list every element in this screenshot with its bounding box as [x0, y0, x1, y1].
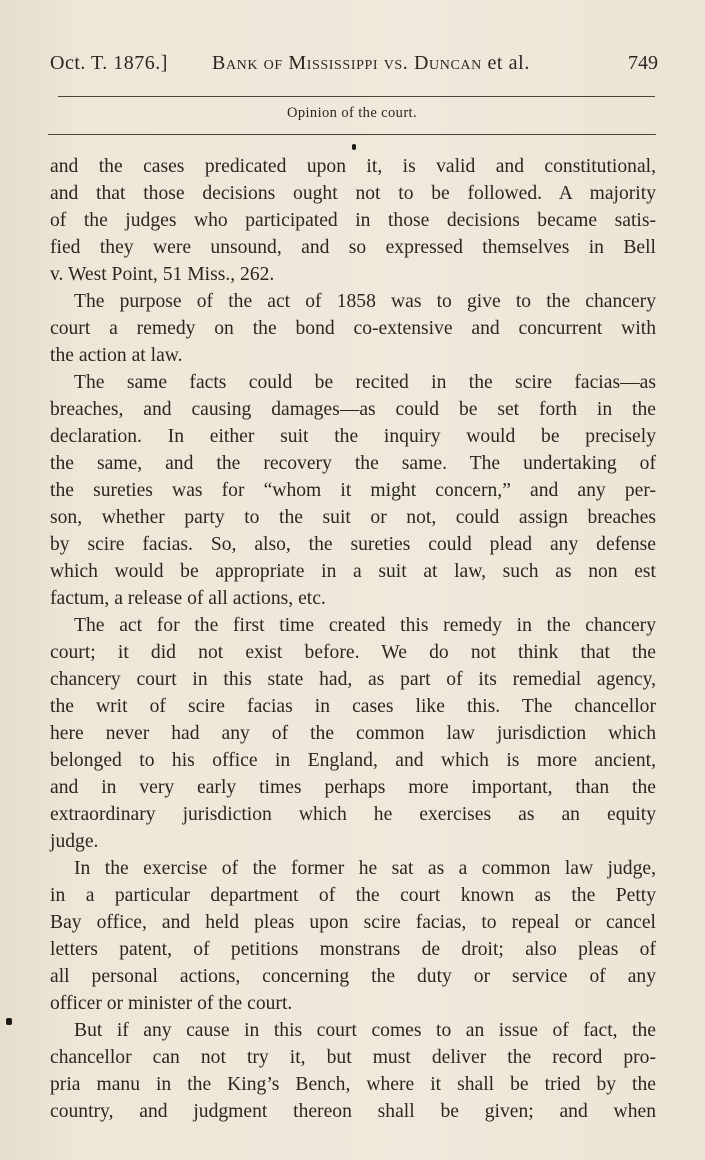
text-line: pria manu in the King’s Bench, where it shall be tried by the	[50, 1074, 656, 1095]
text-line: declaration. In either suit the inquiry would be precisely	[50, 426, 656, 447]
text-line: breaches, and causing damages—as could be set forth in the	[50, 399, 656, 420]
text-line: by scire facias. So, also, the sureties could plead any defense	[50, 534, 656, 555]
margin-mark	[6, 1018, 12, 1025]
text-line: and that those decisions ought not to be followed. A majority	[50, 183, 656, 204]
text-line: here never had any of the common law jurisdiction which	[50, 723, 656, 744]
text-line: In the exercise of the former he sat as a common law judge,	[74, 858, 656, 879]
text-line: Bay office, and held pleas upon scire facias, to repeal or cancel	[50, 912, 656, 933]
subheading-rule	[48, 134, 656, 135]
page-mark	[352, 144, 356, 150]
text-line: factum, a release of all actions, etc.	[50, 588, 326, 609]
text-line: of the judges who participated in those decisions became satis-	[50, 210, 656, 231]
running-header	[48, 50, 660, 80]
section-subheading: Opinion of the court.	[286, 105, 417, 121]
text-line: and in very early times perhaps more important, than the	[50, 777, 656, 798]
text-line: chancellor can not try it, but must deliver the record pro-	[50, 1047, 656, 1068]
text-line: country, and judgment thereon shall be given; and when	[50, 1101, 656, 1122]
text-line: The act for the first time created this remedy in the chancery	[74, 615, 656, 636]
text-line: extraordinary jurisdiction which he exercises as an equity	[50, 804, 656, 825]
text-line: son, whether party to the suit or not, could assign breaches	[50, 507, 656, 528]
text-line: which would be appropriate in a suit at law, such as non est	[50, 561, 656, 582]
text-line: judge.	[50, 831, 99, 852]
case-title-suffix: et al.	[487, 52, 530, 74]
header-rule	[58, 96, 655, 97]
text-line: and the cases predicated upon it, is valid and constitutional,	[50, 156, 656, 177]
text-line: the sureties was for “whom it might concern,” and any per-	[50, 480, 656, 501]
text-line: chancery court in this state had, as part of its remedial agency,	[50, 669, 656, 690]
case-title-name: Bank of Mississippi vs. Duncan	[212, 52, 482, 74]
text-line: the same, and the recovery the same. The undertaking of	[50, 453, 656, 474]
text-line: all personal actions, concerning the duty or service of any	[50, 966, 656, 987]
page-number: 749	[628, 52, 658, 74]
case-title	[212, 52, 530, 75]
text-line: the action at law.	[50, 345, 183, 366]
text-line: in a particular department of the court known as the Petty	[50, 885, 656, 906]
term-label: Oct. T. 1876.]	[50, 52, 168, 74]
text-line: the writ of scire facias in cases like this. The chancellor	[50, 696, 656, 717]
text-line: fied they were unsound, and so expressed themselves in Bell	[50, 237, 656, 258]
text-line: letters patent, of petitions monstrans de droit; also pleas of	[50, 939, 656, 960]
text-line: The purpose of the act of 1858 was to give to the chancery	[74, 291, 656, 312]
text-line: court a remedy on the bond co-extensive and concurrent with	[50, 318, 656, 339]
text-line: v. West Point, 51 Miss., 262.	[50, 264, 275, 285]
text-line: But if any cause in this court comes to an issue of fact, the	[74, 1020, 656, 1041]
text-line: belonged to his office in England, and which is more ancient,	[50, 750, 656, 771]
text-line: court; it did not exist before. We do not think that the	[50, 642, 656, 663]
text-line: officer or minister of the court.	[50, 993, 293, 1014]
opinion-text	[50, 153, 656, 1125]
text-line: The same facts could be recited in the scire facias—as	[74, 372, 656, 393]
